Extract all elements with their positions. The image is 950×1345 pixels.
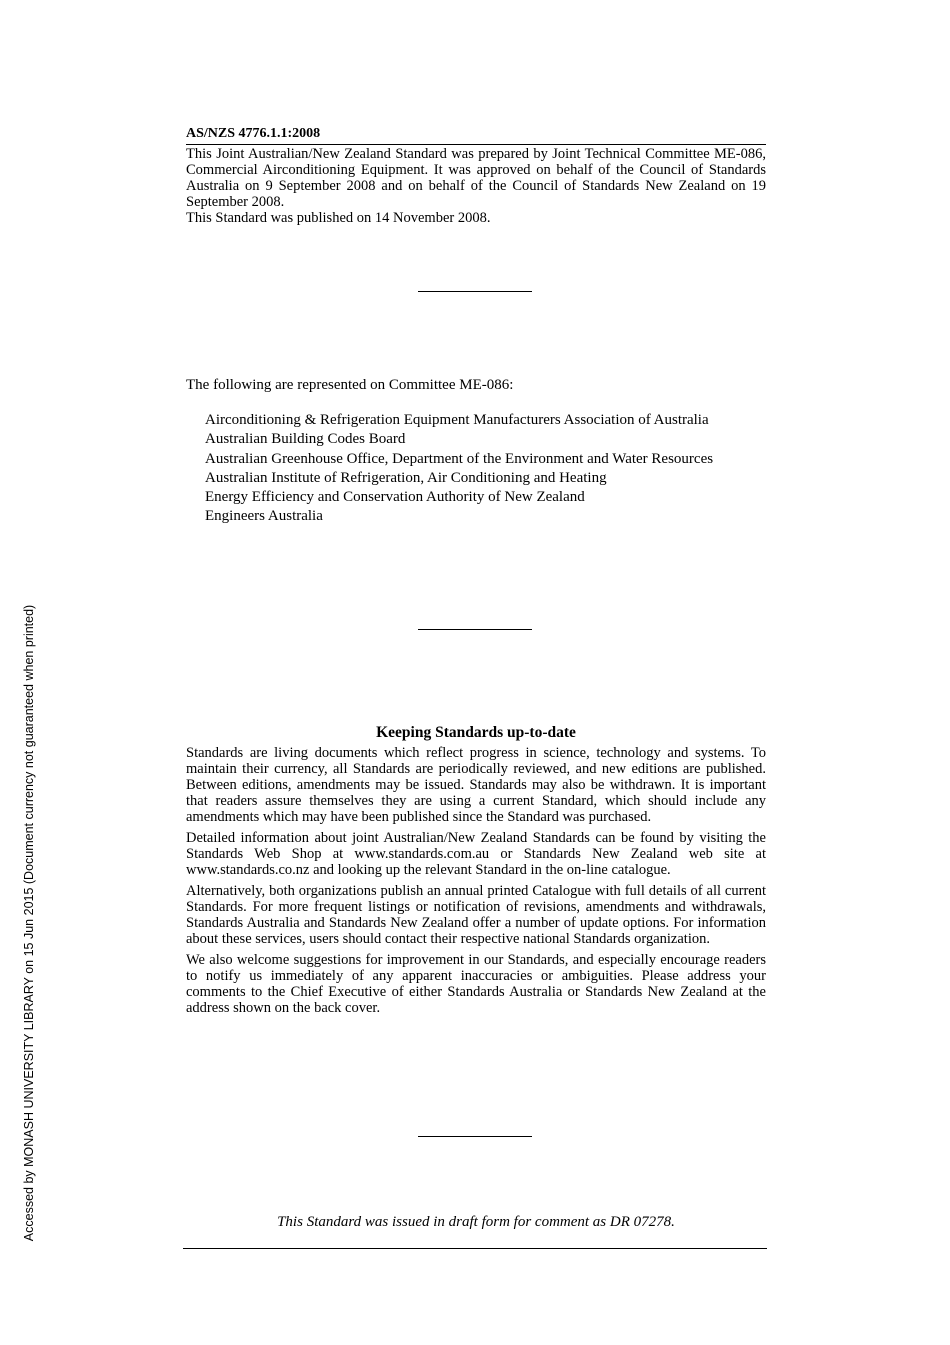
document-id: AS/NZS 4776.1.1:2008 (186, 125, 766, 145)
section-paragraph: We also welcome suggestions for improvement in our Standards, and especially encourage readers to notify us immediately of any apparent inaccuracies or ambiguities. Please address your comments to the Chief Executive of either Standards Australia or Standards New Zealand at the address shown on the back cover. (186, 952, 766, 1016)
section-paragraph: Standards are living documents which reflect progress in science, technology and systems. To maintain their currency, all Standards are periodically reviewed, and new editions are published. Between editions, amendments may be issued. Standards may also be withdrawn. It is important that readers assure themselves they are using a current Standard, which should include any amendments which may have been published since the Standard was purchased. (186, 745, 766, 825)
committee-member: Australian Greenhouse Office, Department of the Environment and Water Resources (205, 450, 714, 467)
access-note: Accessed by MONASH UNIVERSITY LIBRARY on 15 Jun 2015 (Document currency not guaranteed when printed) (22, 604, 36, 1242)
committee-member: Australian Building Codes Board (205, 431, 406, 448)
divider-rule (418, 1136, 532, 1137)
document-header (186, 125, 766, 226)
section-paragraph: Detailed information about joint Australian/New Zealand Standards can be found by visiting the Standards Web Shop at www.standards.com.au or Standards New Zealand web site at www.standards.co.nz and looking up the relevant Standard in the on-line catalogue. (186, 830, 766, 878)
committee-member: Energy Efficiency and Conservation Authority of New Zealand (205, 489, 585, 506)
section-title: Keeping Standards up-to-date (376, 724, 576, 741)
committee-intro: The following are represented on Committee ME-086: (186, 377, 514, 393)
preparation-statement: This Joint Australian/New Zealand Standard was prepared by Joint Technical Committee ME-086, Commercial Airconditioning Equipment. It was approved on behalf of the Council of Standards Australia on 9 September 2008 and on behalf of the Council of Standards New Zealand on 19 September 2008. (186, 146, 766, 210)
divider-rule (418, 291, 532, 292)
committee-member: Airconditioning & Refrigeration Equipment Manufacturers Association of Australia (205, 412, 709, 428)
committee-member: Engineers Australia (205, 508, 323, 525)
keeping-standards-section (186, 723, 766, 1021)
footer-rule (183, 1248, 767, 1249)
publication-date: This Standard was published on 14 November 2008. (186, 210, 491, 226)
section-paragraph: Alternatively, both organizations publish an annual printed Catalogue with full details of all current Standards. For more frequent listings or notification of revisions, amendments and withdrawals, Standards Australia and Standards New Zealand offer a number of update options. For information about these services, users should contact their respective national Standards organization. (186, 883, 766, 947)
committee-member: Australian Institute of Refrigeration, Air Conditioning and Heating (205, 469, 607, 486)
draft-note: This Standard was issued in draft form for comment as DR 07278. (277, 1214, 675, 1230)
divider-rule (418, 629, 532, 630)
access-sidebar (0, 0, 36, 1242)
committee-member-list (205, 411, 745, 527)
